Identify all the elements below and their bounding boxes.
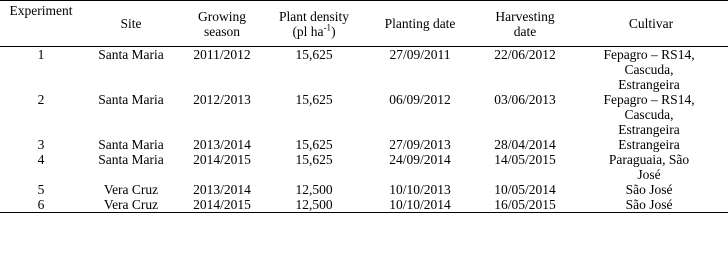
cell-growing-season: 2014/2015 — [193, 152, 251, 167]
cell-site: Vera Cruz — [103, 182, 159, 197]
table-row — [0, 92, 728, 137]
cell-site: Vera Cruz — [82, 197, 180, 213]
cell-site: Santa Maria — [98, 137, 164, 152]
cell-cultivar — [574, 92, 728, 137]
cell-growing-season: 2011/2012 — [193, 47, 251, 62]
header-site: Site — [82, 1, 180, 47]
cultivar-line: Fepagro – RS14, — [603, 47, 695, 62]
table-row — [0, 197, 728, 213]
cell-growing-season: 2012/2013 — [193, 92, 251, 107]
cell-plant-density: 12,500 — [295, 182, 333, 197]
cell-plant-density: 15,625 — [295, 137, 333, 152]
header-harvesting-date-line1: Harvesting — [495, 8, 555, 24]
cell-harvesting-date: 22/06/2012 — [494, 47, 556, 62]
header-plant-density — [264, 1, 364, 47]
cell-growing-season: 2013/2014 — [193, 182, 251, 197]
cell-experiment: 3 — [37, 137, 45, 152]
cell-site: Santa Maria — [98, 92, 164, 107]
cell-experiment: 6 — [0, 197, 82, 213]
cell-harvesting-date: 14/05/2015 — [494, 152, 556, 167]
cell-planting-date: 06/09/2012 — [389, 92, 451, 107]
table-body — [0, 47, 728, 213]
cell-cultivar — [574, 152, 728, 182]
header-plant-density-line1: Plant density — [278, 8, 350, 24]
cultivar-line: Estrangeira — [618, 137, 680, 152]
cell-planting-date: 10/10/2014 — [364, 197, 476, 213]
table-row — [0, 152, 728, 182]
cell-experiment: 5 — [37, 182, 45, 197]
table-row — [0, 182, 728, 197]
cultivar-line: Estrangeira — [618, 122, 680, 137]
cultivar-line: Fepagro – RS14, — [603, 92, 695, 107]
cell-harvesting-date: 28/04/2014 — [494, 137, 556, 152]
cell-growing-season: 2014/2015 — [180, 197, 264, 213]
cultivar-line: José — [637, 167, 661, 182]
cultivar-line: Cascuda, — [624, 62, 674, 77]
header-plant-density-exponent: -1 — [323, 22, 332, 32]
header-harvesting-date-line2: date — [513, 23, 537, 39]
table-row — [0, 47, 728, 93]
header-row — [0, 1, 728, 47]
cell-planting-date: 27/09/2011 — [389, 47, 451, 62]
header-growing-season-line1: Growing — [198, 8, 246, 24]
cell-site: Santa Maria — [98, 47, 164, 62]
cell-harvesting-date: 03/06/2013 — [494, 92, 556, 107]
cell-cultivar — [574, 182, 728, 197]
header-growing-season-line2: season — [204, 23, 240, 39]
header-growing-season — [180, 1, 264, 47]
cell-harvesting-date: 16/05/2015 — [476, 197, 574, 213]
cell-planting-date: 10/10/2013 — [389, 182, 451, 197]
cultivar-line: Estrangeira — [618, 77, 680, 92]
cell-growing-season: 2013/2014 — [193, 137, 251, 152]
cultivar-line: Paraguaia, São — [608, 152, 690, 167]
cell-experiment: 2 — [37, 92, 45, 107]
cell-planting-date: 24/09/2014 — [389, 152, 451, 167]
table-row — [0, 137, 728, 152]
header-experiment: Experiment — [0, 1, 82, 47]
cell-planting-date: 27/09/2013 — [389, 137, 451, 152]
cell-harvesting-date: 10/05/2014 — [494, 182, 556, 197]
cell-plant-density: 15,625 — [295, 92, 333, 107]
cell-plant-density: 12,500 — [264, 197, 364, 213]
cultivar-line: São José — [625, 197, 673, 212]
cell-experiment: 1 — [37, 47, 45, 62]
cell-site: Santa Maria — [98, 152, 164, 167]
cultivar-line: Cascuda, — [624, 107, 674, 122]
header-cultivar: Cultivar — [574, 1, 728, 47]
cell-cultivar — [574, 47, 728, 93]
cultivar-line: São José — [625, 182, 673, 197]
header-planting-date: Planting date — [364, 1, 476, 47]
header-plant-density-unit: (pl ha — [292, 23, 324, 39]
cell-experiment: 4 — [37, 152, 45, 167]
cell-cultivar — [574, 137, 728, 152]
cell-plant-density: 15,625 — [295, 47, 333, 62]
cell-cultivar — [574, 197, 728, 213]
cell-plant-density: 15,625 — [295, 152, 333, 167]
header-plant-density-unit-close: ) — [331, 23, 336, 39]
header-harvesting-date — [476, 1, 574, 47]
table-header — [0, 1, 728, 47]
